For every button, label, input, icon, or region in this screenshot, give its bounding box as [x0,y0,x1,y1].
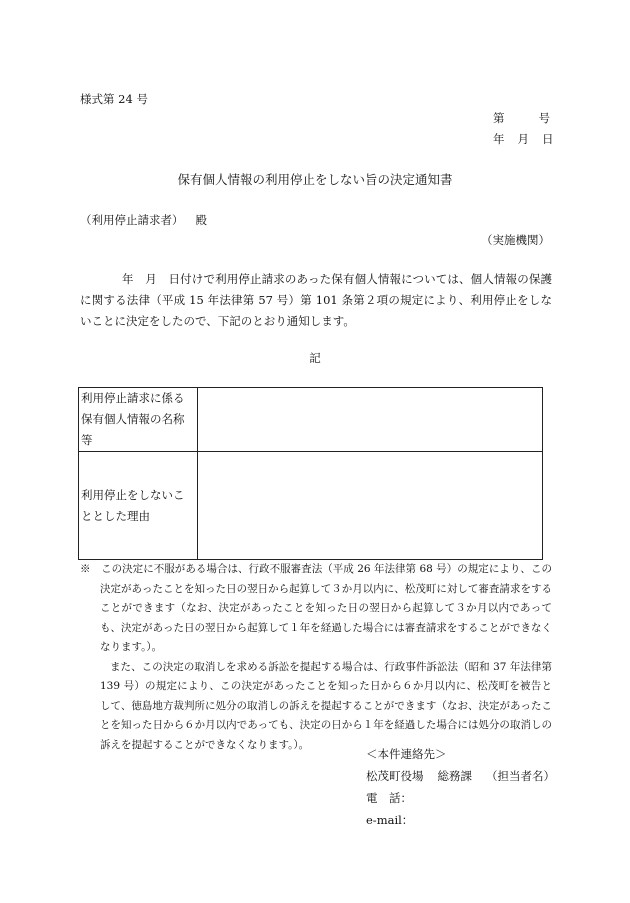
contact-email: e-mail： [366,813,414,827]
addressee [80,213,207,227]
appeal-note: ※ この決定に不服がある場合は、行政不服審査法（平成 26 年法律第 68 号）の規定により、この決定があったことを知った日の翌日から起算して３か月以内に、松茂町に対して審査請求をすることができます（なお、決定があったことを知った日の翌日から起算して３か月以内であっても、決定があった日の翌日から起算して１年を経過した場合には審査請求をすることができなくなります。）。 [80,563,552,653]
addressee-honorific: 殿 [195,213,207,227]
notes-section [80,560,552,755]
details-table [78,387,543,560]
date-day: 日 [542,132,554,146]
lawsuit-note: また、この決定の取消しを求める訴訟を提起する場合は、行政事件訴訟法（昭和 37 年法律第 139 号）の規定により、この決定があったことを知った日から６か月以内に、松茂町を被告として、徳島地方裁判所に処分の取消しの訴えを提起することができます（なお、決定があったことを知った日から６か月以内であっても、決定の日から１年を経過した場合には処分の取消しの訴えを提起することができなくなります。）。 [100,660,552,751]
info-name-value [198,388,543,452]
contact-heading: ＜本件連絡先＞ [366,747,447,761]
number-prefix: 第 [493,111,505,125]
contact-phone: 電 話： [366,791,412,805]
table-row [79,452,543,560]
contact-person: （担当者名） [486,769,555,783]
document-number-line [493,111,550,125]
form-number: 様式第 24 号 [80,92,148,106]
reason-label: 利用停止をしないこととした理由 [79,452,198,560]
issuer-organization: （実施機関） [481,233,550,247]
date-year: 年 [493,132,505,146]
ki-heading: 記 [309,351,321,365]
contact-block [366,743,555,831]
info-name-label: 利用停止請求に係る保有個人情報の名称等 [79,388,198,452]
table-row [79,388,543,452]
addressee-name: （利用停止請求者） [80,213,184,227]
date-month: 月 [517,132,529,146]
body-text: 年 月 日付けで利用停止請求のあった保有個人情報については、個人情報の保護に関する法律（平成 15 年法律第 57 号）第 101 条第２項の規定により、利用停止をしないことに決定をしたので、下記のとおり通知します。 [80,272,552,328]
reason-value [198,452,543,560]
contact-department: 総務課 [437,769,472,783]
document-date-line [493,132,554,146]
contact-office-line [366,765,555,787]
document-title: 保有個人情報の利用停止をしない旨の決定通知書 [177,172,453,187]
body-paragraph [80,269,552,332]
contact-office: 松茂町役場 [366,769,424,783]
number-suffix: 号 [538,111,550,125]
